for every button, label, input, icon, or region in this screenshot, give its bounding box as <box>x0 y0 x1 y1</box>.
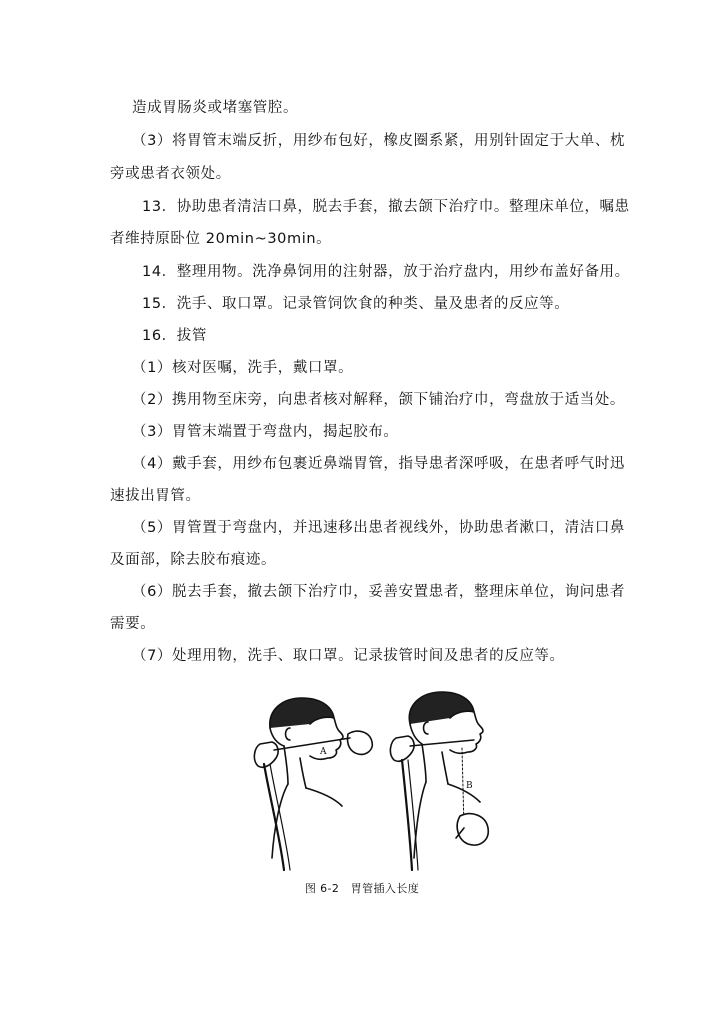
text-line: 者维持原卧位 20min~30min。 <box>110 231 332 247</box>
text-line: （3）将胃管末端反折，用纱布包好，橡皮圈系紧，用别针固定于大单、枕 <box>132 133 626 149</box>
patient-figure-b <box>390 692 488 870</box>
text-line: 15．洗手、取口罩。记录管饲饮食的种类、量及患者的反应等。 <box>142 296 570 312</box>
text-line: （6）脱去手套，撤去颌下治疗巾，妥善安置患者，整理床单位，询问患者 <box>132 584 626 600</box>
text-line: 旁或患者衣领处。 <box>110 166 231 182</box>
patient-figure-a <box>254 698 372 870</box>
text-line: （2）携用物至床旁，向患者核对解释，颌下铺治疗巾，弯盘放于适当处。 <box>132 392 626 408</box>
figure-caption: 图 6-2 胃管插入长度 <box>304 882 420 895</box>
text-line: 14．整理用物。洗净鼻饲用的注射器，放于治疗盘内，用纱布盖好备用。 <box>142 264 630 280</box>
label-b: B <box>466 781 473 791</box>
text-line: （4）戴手套，用纱布包裹近鼻端胃管，指导患者深呼吸，在患者呼气时迅 <box>132 456 626 472</box>
text-line: 速拔出胃管。 <box>110 488 201 504</box>
tube-length-illustration <box>250 688 530 873</box>
text-line: 13．协助患者清洁口鼻，脱去手套，撤去颌下治疗巾。整理床单位，嘱患 <box>142 199 630 215</box>
text-line: （3）胃管末端置于弯盘内，揭起胶布。 <box>132 424 399 440</box>
text-line: （7）处理用物，洗手、取口罩。记录拔管时间及患者的反应等。 <box>132 648 565 664</box>
label-a: A <box>320 747 327 757</box>
text-line: 及面部，除去胶布痕迹。 <box>110 552 277 568</box>
text-line: 需要。 <box>110 616 156 632</box>
text-line: （5）胃管置于弯盘内，并迅速移出患者视线外，协助患者漱口，清洁口鼻 <box>132 520 626 536</box>
text-line: 16．拔管 <box>142 328 207 344</box>
text-line: （1）核对医嘱，洗手，戴口罩。 <box>132 360 354 376</box>
text-line: 造成胃肠炎或堵塞管腔。 <box>132 100 299 116</box>
